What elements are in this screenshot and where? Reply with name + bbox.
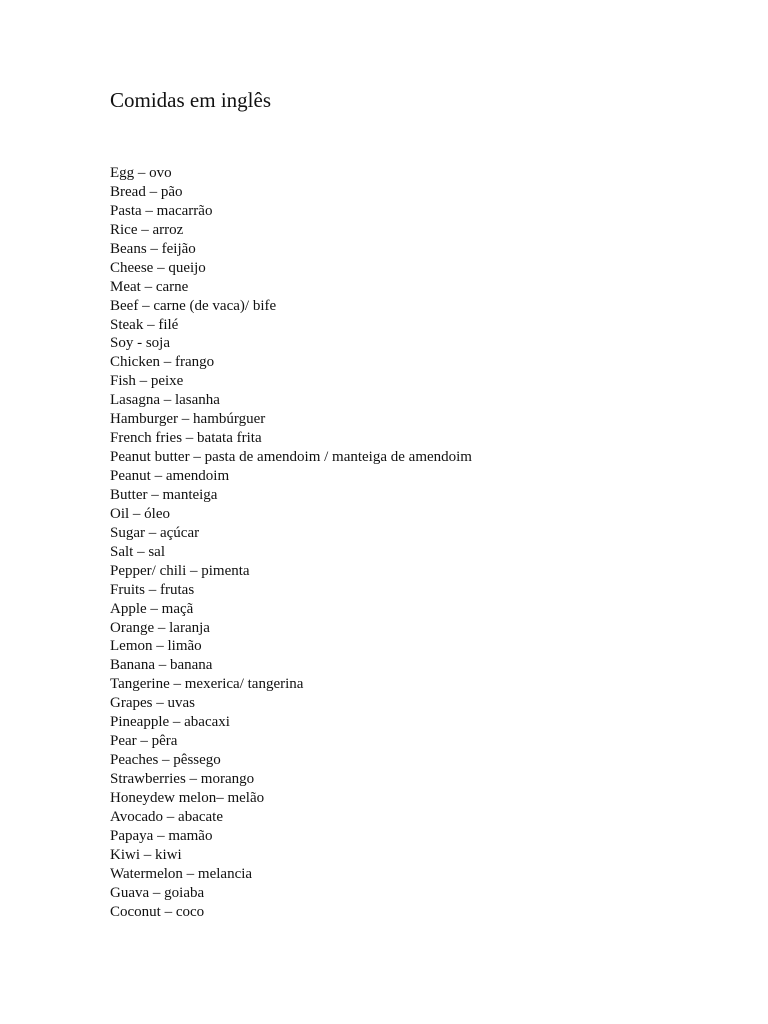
vocabulary-entry: Egg – ovo <box>110 165 172 181</box>
vocabulary-entry: Chicken – frango <box>110 354 215 371</box>
document-title: Comidas em inglês <box>110 88 271 112</box>
vocabulary-entry: Fish – peixe <box>110 373 184 390</box>
vocabulary-entry: Pear – pêra <box>110 733 178 750</box>
vocabulary-entry: Butter – manteiga <box>110 486 218 503</box>
vocabulary-entry: Banana – banana <box>110 657 213 674</box>
vocabulary-entry: Avocado – abacate <box>110 808 223 825</box>
vocabulary-entry: Orange – laranja <box>110 619 210 636</box>
vocabulary-entry: Apple – maçã <box>110 600 194 617</box>
vocabulary-entry: Beans – feijão <box>110 240 196 257</box>
vocabulary-entry: Beef – carne (de vaca)/ bife <box>110 297 277 314</box>
vocabulary-entry: Watermelon – melancia <box>110 865 253 882</box>
vocabulary-entry: Soy - soja <box>110 335 170 352</box>
vocabulary-entry: Strawberries – morango <box>110 771 255 787</box>
vocabulary-entry: Peanut – amendoim <box>110 468 230 484</box>
vocabulary-entry: Meat – carne <box>110 278 189 295</box>
vocabulary-entry: Hamburger – hambúrguer <box>110 411 266 428</box>
vocabulary-entry: Tangerine – mexerica/ tangerina <box>110 676 304 693</box>
vocabulary-entry: Salt – sal <box>110 543 165 560</box>
vocabulary-entry: Pepper/ chili – pimenta <box>110 562 250 579</box>
vocabulary-entry: Kiwi – kiwi <box>110 846 182 863</box>
vocabulary-entry: Sugar – açúcar <box>110 524 200 541</box>
vocabulary-entry: French fries – batata frita <box>110 430 262 447</box>
vocabulary-entry: Pasta – macarrão <box>110 202 213 219</box>
vocabulary-entry: Rice – arroz <box>110 221 184 238</box>
vocabulary-entry: Lasagna – lasanha <box>110 392 220 409</box>
vocabulary-entry: Peaches – pêssego <box>110 752 221 769</box>
vocabulary-entry: Guava – goiaba <box>110 884 205 901</box>
vocabulary-entry: Coconut – coco <box>110 903 205 920</box>
vocabulary-entry: Honeydew melon– melão <box>110 789 265 806</box>
vocabulary-entry: Grapes – uvas <box>110 695 195 712</box>
vocabulary-entry: Bread – pão <box>110 183 183 200</box>
vocabulary-entry: Lemon – limão <box>110 638 202 655</box>
vocabulary-list <box>110 164 472 922</box>
vocabulary-entry: Fruits – frutas <box>110 581 195 598</box>
vocabulary-entry: Steak – filé <box>110 316 179 333</box>
vocabulary-entry: Cheese – queijo <box>110 259 206 276</box>
vocabulary-entry: Pineapple – abacaxi <box>110 714 230 731</box>
vocabulary-entry: Peanut butter – pasta de amendoim / manteiga de amendoim <box>110 449 472 466</box>
vocabulary-entry: Oil – óleo <box>110 505 170 522</box>
vocabulary-entry: Papaya – mamão <box>110 827 213 844</box>
